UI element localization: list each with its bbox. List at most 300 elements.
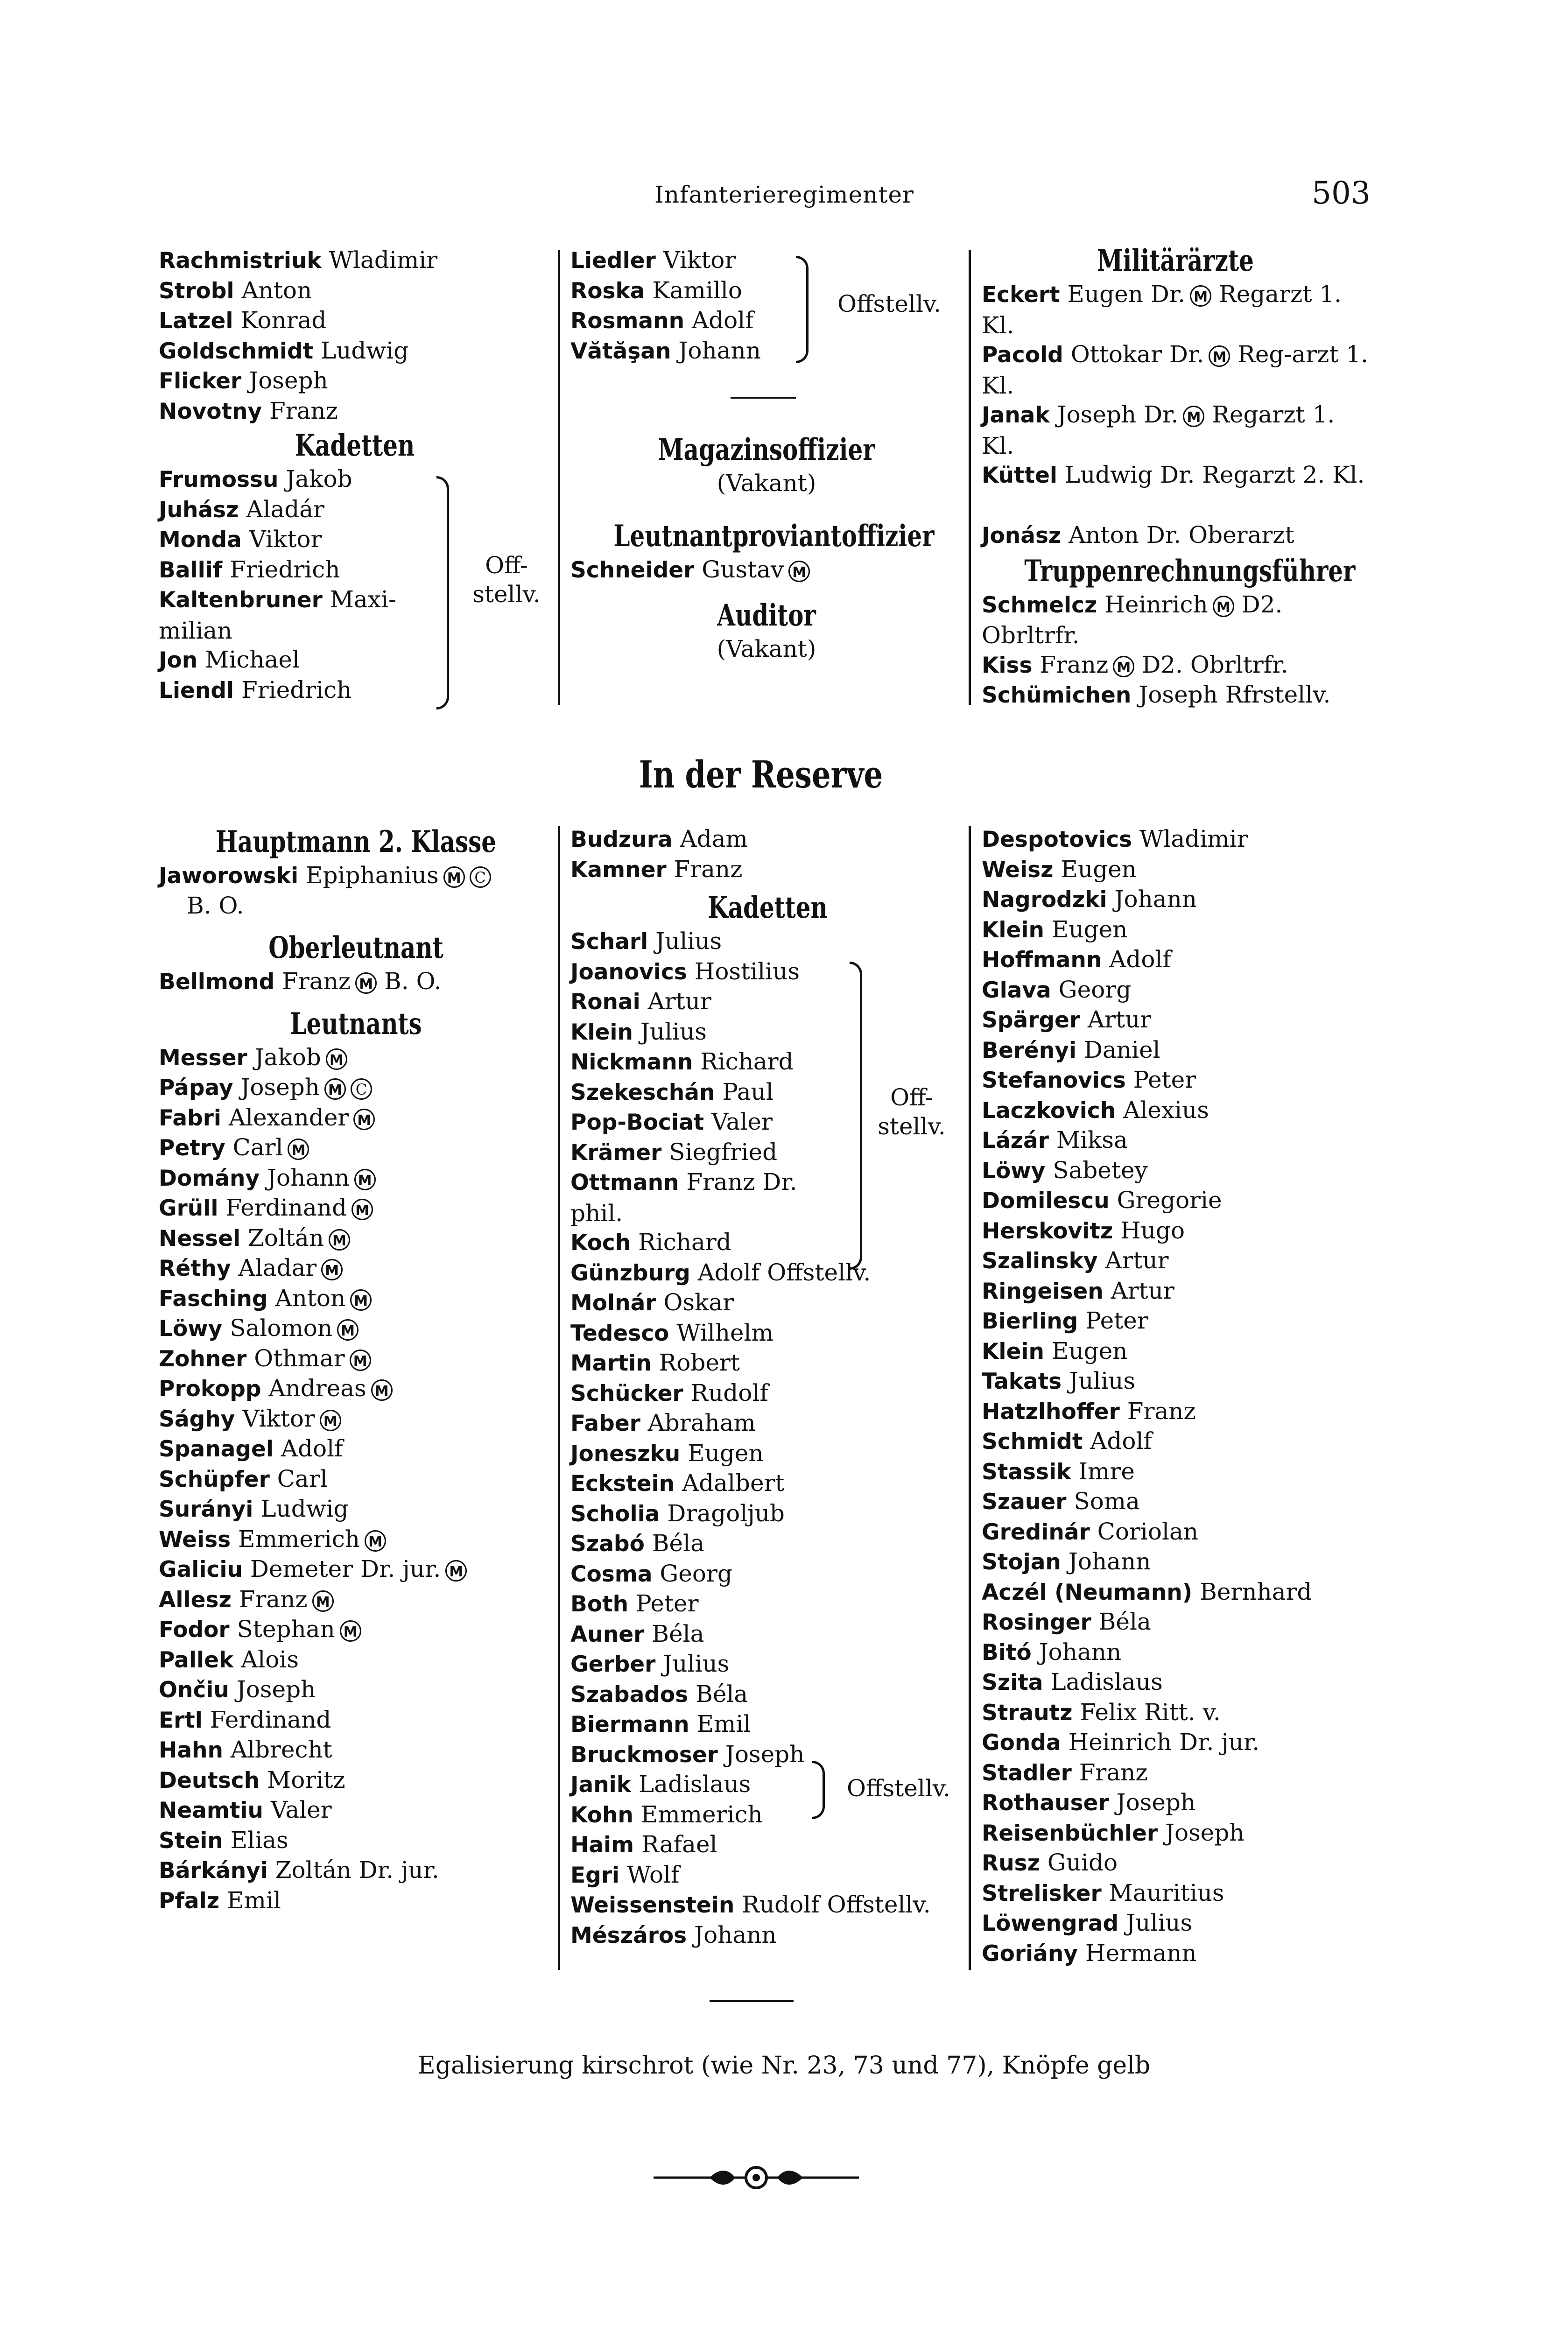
list-item [159,1645,553,1675]
list-item [159,1103,553,1133]
given-name: Coriolan [1090,1518,1199,1545]
given-name: Heinrich [1097,591,1208,618]
given-name: Carl [269,1465,328,1492]
surname: Budzura [570,827,673,852]
surname: Bitó [982,1639,1032,1666]
given-name: Mauritius [1101,1879,1224,1906]
surname: Jonász [982,523,1062,548]
given-name: Joseph Rfrstellv. [1131,681,1331,708]
list-item [159,555,420,585]
given-name: Alexius [1116,1096,1209,1124]
given-name: Eugen [680,1439,764,1467]
surname: Hoffmann [982,947,1102,973]
given-name: Guido [1040,1849,1118,1876]
divider [710,2000,794,2002]
m-badge-icon: M [352,1199,373,1220]
list-item [570,1107,813,1137]
list-item [982,884,1369,914]
given-name: Artur [640,988,711,1015]
given-name: Julius [648,928,722,955]
surname: Allesz [159,1587,232,1613]
list-item [159,1885,553,1916]
surname: Pallek [159,1647,234,1673]
surname: Pápay [159,1075,233,1101]
given-name: Wladimir [1132,825,1248,852]
surname: Surányi [159,1497,253,1522]
list-item [570,1047,813,1077]
truppenrechnung-list [982,590,1369,710]
given-name: Robert [651,1349,740,1376]
list-item [159,464,420,494]
m-badge-icon: M [288,1139,309,1160]
list-item [570,1258,965,1288]
list-item [982,520,1369,550]
list-item [982,1396,1369,1427]
rank: Reg-arzt 1. Kl. [982,341,1369,399]
surname: Takats [982,1369,1062,1394]
given-name: Heinrich Dr. jur. [1061,1729,1260,1756]
surname: Klein [982,917,1044,943]
given-name: Anton [234,276,312,304]
surname: Aczél (Neumann) [982,1579,1193,1605]
list-item [570,1800,965,1830]
surname: Eckert [982,282,1060,308]
surname: Strautz [982,1700,1073,1726]
given-name: Julius [655,1650,730,1677]
column-rule [969,826,971,1970]
given-name: Georg [1051,976,1132,1003]
surname: Pfalz [159,1888,220,1914]
list-item [982,1426,1369,1456]
surname: Hahn [159,1737,223,1763]
surname: Both [570,1591,629,1617]
given-name: Béla [644,1530,704,1557]
surname: Schücker [570,1380,683,1406]
list-item [159,1434,553,1464]
section-heading-auditor: Auditor [717,598,816,633]
given-name: Emil [219,1886,281,1914]
given-name: Gregorie [1109,1187,1222,1214]
kadetten-list [570,926,813,1258]
divider [731,397,796,399]
list-item [159,1735,553,1765]
given-name: Jakob [278,465,352,492]
given-name: Ferdinand [218,1194,347,1221]
surname: Klein [570,1019,633,1045]
list-item [159,1163,553,1193]
aerzte-list [982,279,1369,550]
list-item [159,1554,553,1584]
given-name: Ferdinand [202,1706,331,1733]
list-item [159,1072,553,1103]
given-name: Jakob [247,1043,321,1071]
given-name: Ludwig [253,1495,349,1522]
surname: Scholia [570,1501,660,1527]
given-name: Hugo [1113,1216,1185,1244]
list-item [570,956,813,987]
list-item [982,1005,1369,1035]
list-item [159,494,420,525]
list-item [570,1318,965,1348]
given-name: Wilhelm [669,1319,773,1346]
surname: Rothauser [982,1790,1109,1816]
list-item [159,1253,553,1283]
surname: Molnár [570,1290,656,1316]
given-name: Peter [1125,1066,1196,1093]
given-name: Moritz [260,1766,345,1793]
list-item: Bellmond Franz M B. O. [159,968,442,995]
surname: Stojan [982,1549,1061,1575]
given-name: Julius [633,1018,707,1045]
surname: Stefanovics [982,1068,1126,1093]
given-name: Julius [1118,1909,1193,1936]
list-item [982,1517,1369,1547]
surname: Szita [982,1670,1043,1695]
given-name: Joseph [229,1676,316,1703]
list-item [570,1829,965,1860]
given-name: Joseph [241,367,328,394]
list-item [982,1637,1369,1667]
given-name: Friedrich [234,676,352,703]
footer-note: Egalisierung kirschrot (wie Nr. 23, 73 und 77), Knöpfe gelb [417,2052,1151,2080]
m-badge-icon: M [350,1289,372,1311]
surname: Novotny [159,398,262,424]
rank: D2. Obrltrfr. [1134,651,1288,678]
given-name: Johann [1031,1638,1122,1666]
rank: Regarzt 1. Kl. [982,401,1335,459]
m-badge-icon: M [312,1590,334,1612]
surname: Sághy [159,1406,235,1432]
given-name: Adolf [1083,1427,1152,1455]
given-name: Richard [693,1048,794,1075]
surname: Joneszku [570,1441,681,1467]
surname: Vătăşan [570,338,671,364]
surname: Gredinár [982,1519,1090,1545]
leutnants-list [159,1042,553,1916]
surname: Galiciu [159,1557,243,1582]
list-item [982,1758,1369,1788]
surname: Petry [159,1135,225,1161]
section-heading-leutnants: Leutnants [290,1006,422,1041]
list-item [159,396,551,426]
surname: Neamtiu [159,1798,263,1823]
given-name: Adam [672,825,748,852]
m-badge-icon: M [320,1410,341,1431]
given-name: Albrecht [223,1736,332,1763]
given-name: Ludwig Dr. Regarzt 2. Kl. [1057,461,1365,488]
list-item [570,1438,965,1469]
given-name: Ladislaus [1043,1668,1163,1695]
list-item [570,1649,965,1679]
surname: Goriány [982,1940,1078,1967]
m-badge-icon: M [337,1319,359,1341]
list-item [982,1547,1369,1577]
m-badge-icon: M [443,866,465,888]
list-item [159,275,551,306]
list-item [159,1795,553,1825]
surname: Ottmann [570,1170,679,1195]
m-badge-icon: M [321,1259,343,1280]
surname: Frumossu [159,467,279,492]
given-name: Elias [223,1826,288,1854]
list-item [159,1765,553,1795]
given-name: Franz [262,397,338,424]
surname: Deutsch [159,1767,260,1793]
surname: Monda [159,527,242,553]
list-item [570,305,813,336]
given-name: Valer [263,1796,332,1823]
reserve-col-3 [982,824,1369,1968]
list-item [159,336,551,366]
surname: Messer [159,1045,247,1071]
brace [796,256,809,363]
list-item [570,1378,965,1408]
section-heading-hauptmann: Hauptmann 2. Klasse [215,824,497,859]
m-badge-icon: M [353,1109,375,1130]
m-badge-icon: M [340,1620,361,1642]
list-item [159,1705,553,1735]
page-number: 503 [1312,175,1371,211]
surname: Fasching [159,1286,268,1312]
given-name: Eugen Dr. [1060,281,1186,308]
given-name: Anton [267,1284,346,1312]
surname: Eckstein [570,1471,675,1497]
surname: Rosmann [570,308,685,334]
surname: Latzel [159,308,233,334]
given-name: Emmerich [231,1525,360,1553]
m-badge-icon: M [354,1169,376,1190]
section-heading-militaeraerzte: Militärärzte [1097,243,1254,278]
surname: Schmidt [982,1429,1083,1455]
list-item [982,1155,1369,1186]
given-name: Valer [704,1108,773,1135]
given-name: Franz Dr. phil. [570,1168,797,1227]
surname: Nagrodzki [982,887,1107,913]
surname: Berényi [982,1037,1076,1063]
surname: Réthy [159,1256,231,1281]
surname: Pacold [982,342,1063,368]
given-name: Eugen [1053,855,1137,883]
given-name: Joseph [1158,1819,1245,1846]
list-item [982,1787,1369,1818]
surname: Glava [982,977,1051,1003]
list-item [159,1132,553,1163]
surname: Despotovics [982,827,1132,852]
list-item [570,1920,965,1950]
top-col-3 [982,243,1369,710]
surname: Fabri [159,1105,222,1131]
surname: Bárkányi [159,1858,268,1884]
given-name: Miksa [1048,1126,1128,1153]
list-item [982,650,1369,680]
surname: Löwy [159,1316,223,1342]
given-name: Franz [1032,651,1109,678]
officer-list [570,245,813,366]
given-name: Joseph Dr. [1049,401,1179,428]
surname: Nickmann [570,1049,693,1075]
surname: Ronai [570,989,640,1015]
given-name: Joseph [1109,1789,1196,1816]
list-item [159,645,420,675]
surname: Strobl [159,278,234,304]
surname: Domány [159,1165,260,1191]
surname: Auner [570,1621,645,1647]
given-name: Johann [260,1164,350,1191]
list-item [982,1577,1369,1607]
reserve-list [570,824,965,884]
given-name: Carl [225,1134,283,1161]
surname: Prokopp [159,1376,261,1402]
surname: Bierling [982,1308,1078,1334]
list-item [159,1223,553,1253]
list-item [570,1468,965,1498]
section-heading-kadetten: Kadetten [295,428,415,463]
given-name: Alexander [221,1104,349,1131]
given-name: Alois [233,1645,299,1673]
given-name: Rudolf Offstellv. [734,1891,931,1918]
surname: Martin [570,1350,652,1376]
given-name: Franz [1071,1758,1148,1786]
list-item [982,1306,1369,1336]
section-heading-truppenrechnung: Truppenrechnungsführer [1024,553,1356,589]
m-badge-icon: M [324,1078,346,1100]
list-item [982,1095,1369,1125]
given-name: Paul [715,1078,773,1105]
list-item [159,1464,553,1494]
column-rule [558,826,560,1970]
list-item [982,1336,1369,1366]
given-name: Demeter Dr. jur. [242,1555,441,1582]
kadetten-note: Off-stellv. [472,552,541,608]
list-item [570,1589,965,1619]
m-badge-icon: M [1113,656,1134,677]
ornament-icon [654,2161,859,2194]
list-item [982,680,1369,710]
surname: Laczkovich [982,1097,1116,1124]
given-name: Stephan [229,1616,335,1643]
surname: Strelisker [982,1880,1102,1906]
brace [812,1761,825,1819]
surname: Joanovics [570,959,687,985]
list-item [570,336,813,366]
surname: Rosinger [982,1610,1091,1635]
given-name: Johann [1107,886,1197,913]
surname: Grüll [159,1195,218,1221]
given-name: Hermann [1077,1939,1197,1967]
list-item [159,305,551,336]
magazin-value: (Vakant) [717,470,816,497]
given-name: Ladislaus [631,1771,751,1798]
given-name: Artur [1103,1277,1174,1304]
list-item [159,1584,553,1615]
list-item [159,366,551,396]
reserve-list [982,824,1369,1968]
list-item [982,1185,1369,1216]
list-item [159,1494,553,1524]
list-item [982,590,1369,650]
list-item [982,1035,1369,1065]
list-item [159,1614,553,1645]
column-rule [969,250,971,705]
given-name: Friedrich [222,555,340,583]
surname: Schüpfer [159,1466,270,1492]
list-item [570,1077,813,1107]
given-name: Hostilius [687,957,800,985]
auditor-value: (Vakant) [717,635,816,662]
given-name: Sabetey [1045,1156,1148,1184]
surname: Domilescu [982,1188,1110,1214]
list-item [982,975,1369,1005]
surname: Rusz [982,1850,1040,1876]
surname: Tedesco [570,1320,669,1346]
surname: Gerber [570,1652,656,1677]
list-item [159,1524,553,1554]
given-name: Andreas [261,1375,366,1402]
given-name: Richard [631,1229,731,1256]
given-name: Bernhard [1192,1578,1312,1605]
surname: Herskovitz [982,1218,1113,1244]
top-col-1 [159,245,551,705]
given-name: Felix Ritt. v. [1072,1698,1221,1726]
given-name: Joseph [717,1740,805,1768]
given-name: Daniel [1076,1036,1160,1063]
list-item [159,1674,553,1705]
list-item [159,1042,553,1073]
surname: Scharl [570,929,648,955]
given-name: Aladar [231,1254,317,1281]
list-item [982,1366,1369,1396]
surname: Liendl [159,677,234,703]
kadetten-note: Off-stellv. [878,1084,946,1140]
list-item [159,1373,553,1404]
given-name: Johann [687,1921,777,1948]
given-name: Johann [671,337,761,364]
surname: Zohner [159,1346,247,1372]
surname: Ertl [159,1707,203,1733]
surname: Weisz [982,857,1054,883]
given-name: Franz [1119,1397,1196,1425]
given-name: Wladimir [321,246,438,274]
list-item: Schneider Gustav M [570,555,963,585]
surname: Ončiu [159,1677,229,1703]
m-badge-icon: M [788,561,810,582]
list-item [570,1017,813,1047]
list-item [159,1283,553,1314]
surname: Rachmistriuk [159,248,322,274]
list-item [570,245,813,275]
surname: Stassik [982,1459,1071,1485]
list-item [159,675,420,705]
list-item [570,824,965,854]
given-name: Peter [628,1590,699,1617]
surname: Lázár [982,1128,1049,1153]
surname: Jon [159,647,198,673]
surname: Pop-Bociat [570,1110,704,1135]
surname: Gonda [982,1730,1061,1756]
given-name: Franz [231,1585,308,1613]
surname: Bruckmoser [570,1742,718,1768]
m-badge-icon: M [1190,285,1211,307]
list-item [982,400,1369,460]
given-name: Béla [1091,1608,1151,1635]
offstellv-note: Offstellv. [837,290,942,317]
list-item [982,1276,1369,1306]
given-name: Zoltán Dr. jur. [267,1856,439,1884]
list-item [570,1408,965,1438]
given-name: Kamillo [645,276,742,304]
surname: Juhász [159,497,239,523]
kadetten-list [159,464,420,705]
